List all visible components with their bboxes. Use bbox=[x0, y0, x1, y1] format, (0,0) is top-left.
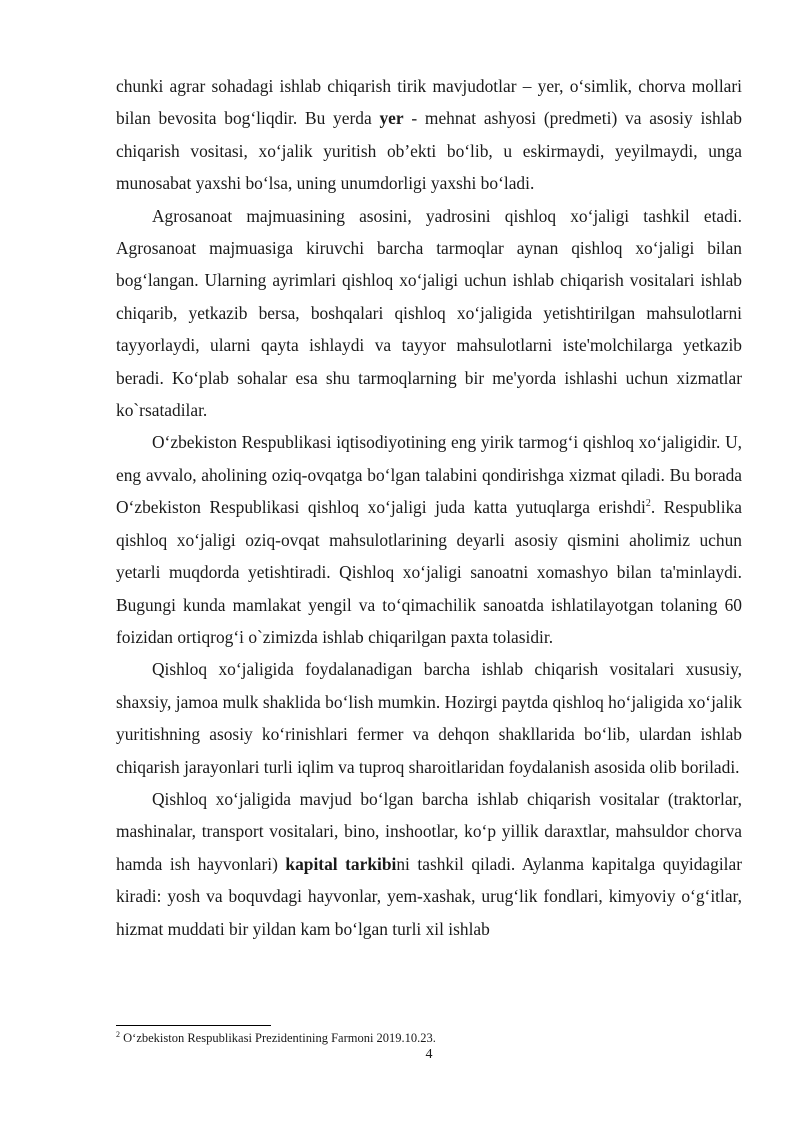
text-run: Agrosanoat majmuasining asosini, yadrosini qishloq xoʻjaligi tashkil etadi. Agrosanoat majmuasiga kiruvchi barcha tarmoqlar aynan qishloq xoʻjaligi bilan bogʻlangan. Ularning ayrimlari qishloq xoʻjaligi uchun ishlab chiqarish vositalari ishlab chiqarib, yetkazib bersa, boshqalari qishloq xoʻjaligida yetishtirilgan mahsulotlarni tayyorlaydi, ularni qayta ishlaydi va tayyor mahsulotlarni iste'molchilarga yetkazib beradi. Koʻplab sohalar esa shu tarmoqlarning bir me'yorda ishlashi uchun xizmatlar ko`rsatadilar. bbox=[116, 205, 742, 421]
paragraph bbox=[116, 653, 742, 783]
text-run: Oʻzbekiston Respublikasi iqtisodiyotining eng yirik tarmogʻi qishloq xoʻjaligidir. U, eng avvalo, aholining oziq-ovqatga boʻlgan talabini qondirishga xizmat qiladi. Bu borada Oʻzbekiston Respublikasi qishloq xoʻjaligi juda katta yutuqlarga erishdi bbox=[116, 432, 742, 518]
page-number: 4 bbox=[425, 1047, 433, 1062]
paragraph bbox=[116, 70, 742, 200]
bold-term: kapital tarkibi bbox=[285, 853, 397, 874]
footnote-marker: 2 bbox=[116, 1029, 120, 1039]
footnote-reference: 2 bbox=[645, 498, 651, 510]
paragraph bbox=[116, 200, 742, 427]
footnote bbox=[116, 1030, 742, 1046]
text-run: - mehnat ashyosi (predmeti) va asosiy ishlab chiqarish vositasi, xoʻjalik yuritish obʼekti boʻlib, u eskirmaydi, yeyilmaydi, unga munosabat yaxshi boʻlsa, uning unumdorligi yaxshi boʻladi. bbox=[116, 108, 742, 194]
text-run: ni tashkil qiladi. Aylanma kapitalga quyidagilar kiradi: yosh va boquvdagi hayvonlar, yem-xashak, urugʻlik fondlari, kimyoviy oʻgʻitlar, hizmat muddati bir yildan kam boʻlgan turli xil ishlab bbox=[116, 853, 743, 939]
text-run: Qishloq xoʻjaligida foydalanadigan barcha ishlab chiqarish vositalari xususiy, shaxsiy, jamoa mulk shaklida boʻlish mumkin. Hozirgi paytda qishloq hoʻjaligida xoʻjalik yuritishning asosiy koʻrinishlari fermer va dehqon shakllarida boʻlib, ulardan ishlab chiqarish jarayonlari turli iqlim va tuproq sharoitlaridan foydalanish asosida olib boriladi. bbox=[116, 659, 742, 777]
page-body bbox=[116, 70, 742, 945]
paragraph bbox=[116, 426, 742, 653]
footnote-text: Oʻzbekiston Respublikasi Prezidentining Farmoni 2019.10.23. bbox=[120, 1031, 436, 1045]
text-run: Qishloq xoʻjaligida mavjud boʻlgan barcha ishlab chiqarish vositalar (traktorlar, mashinalar, transport vositalari, bino, inshootlar, koʻp yillik daraxtlar, mahsuldor chorva hamda ish hayvonlari) bbox=[116, 788, 742, 874]
footnote-divider bbox=[116, 1025, 271, 1026]
text-run: chunki agrar sohadagi ishlab chiqarish tirik mavjudotlar – yer, oʻsimlik, chorva mollari bilan bevosita bogʻliqdir. Bu yerda bbox=[116, 76, 742, 129]
paragraph bbox=[116, 783, 742, 945]
bold-term: yer bbox=[379, 108, 404, 129]
text-run: . Respublika qishloq xoʻjaligi oziq-ovqat mahsulotlarining deyarli asosiy qismini aholimiz uchun yetarli muqdorda yetishtiradi. Qishloq xoʻjaligi sanoatni xomashyo bilan ta'minlaydi. Bugungi kunda mamlakat yengil va toʻqimachilik sanoatda ishlatilayotgan tolaning 60 foizidan ortiqrogʻi o`zimizda ishlab chiqarilgan paxta tolasidir. bbox=[116, 497, 742, 647]
